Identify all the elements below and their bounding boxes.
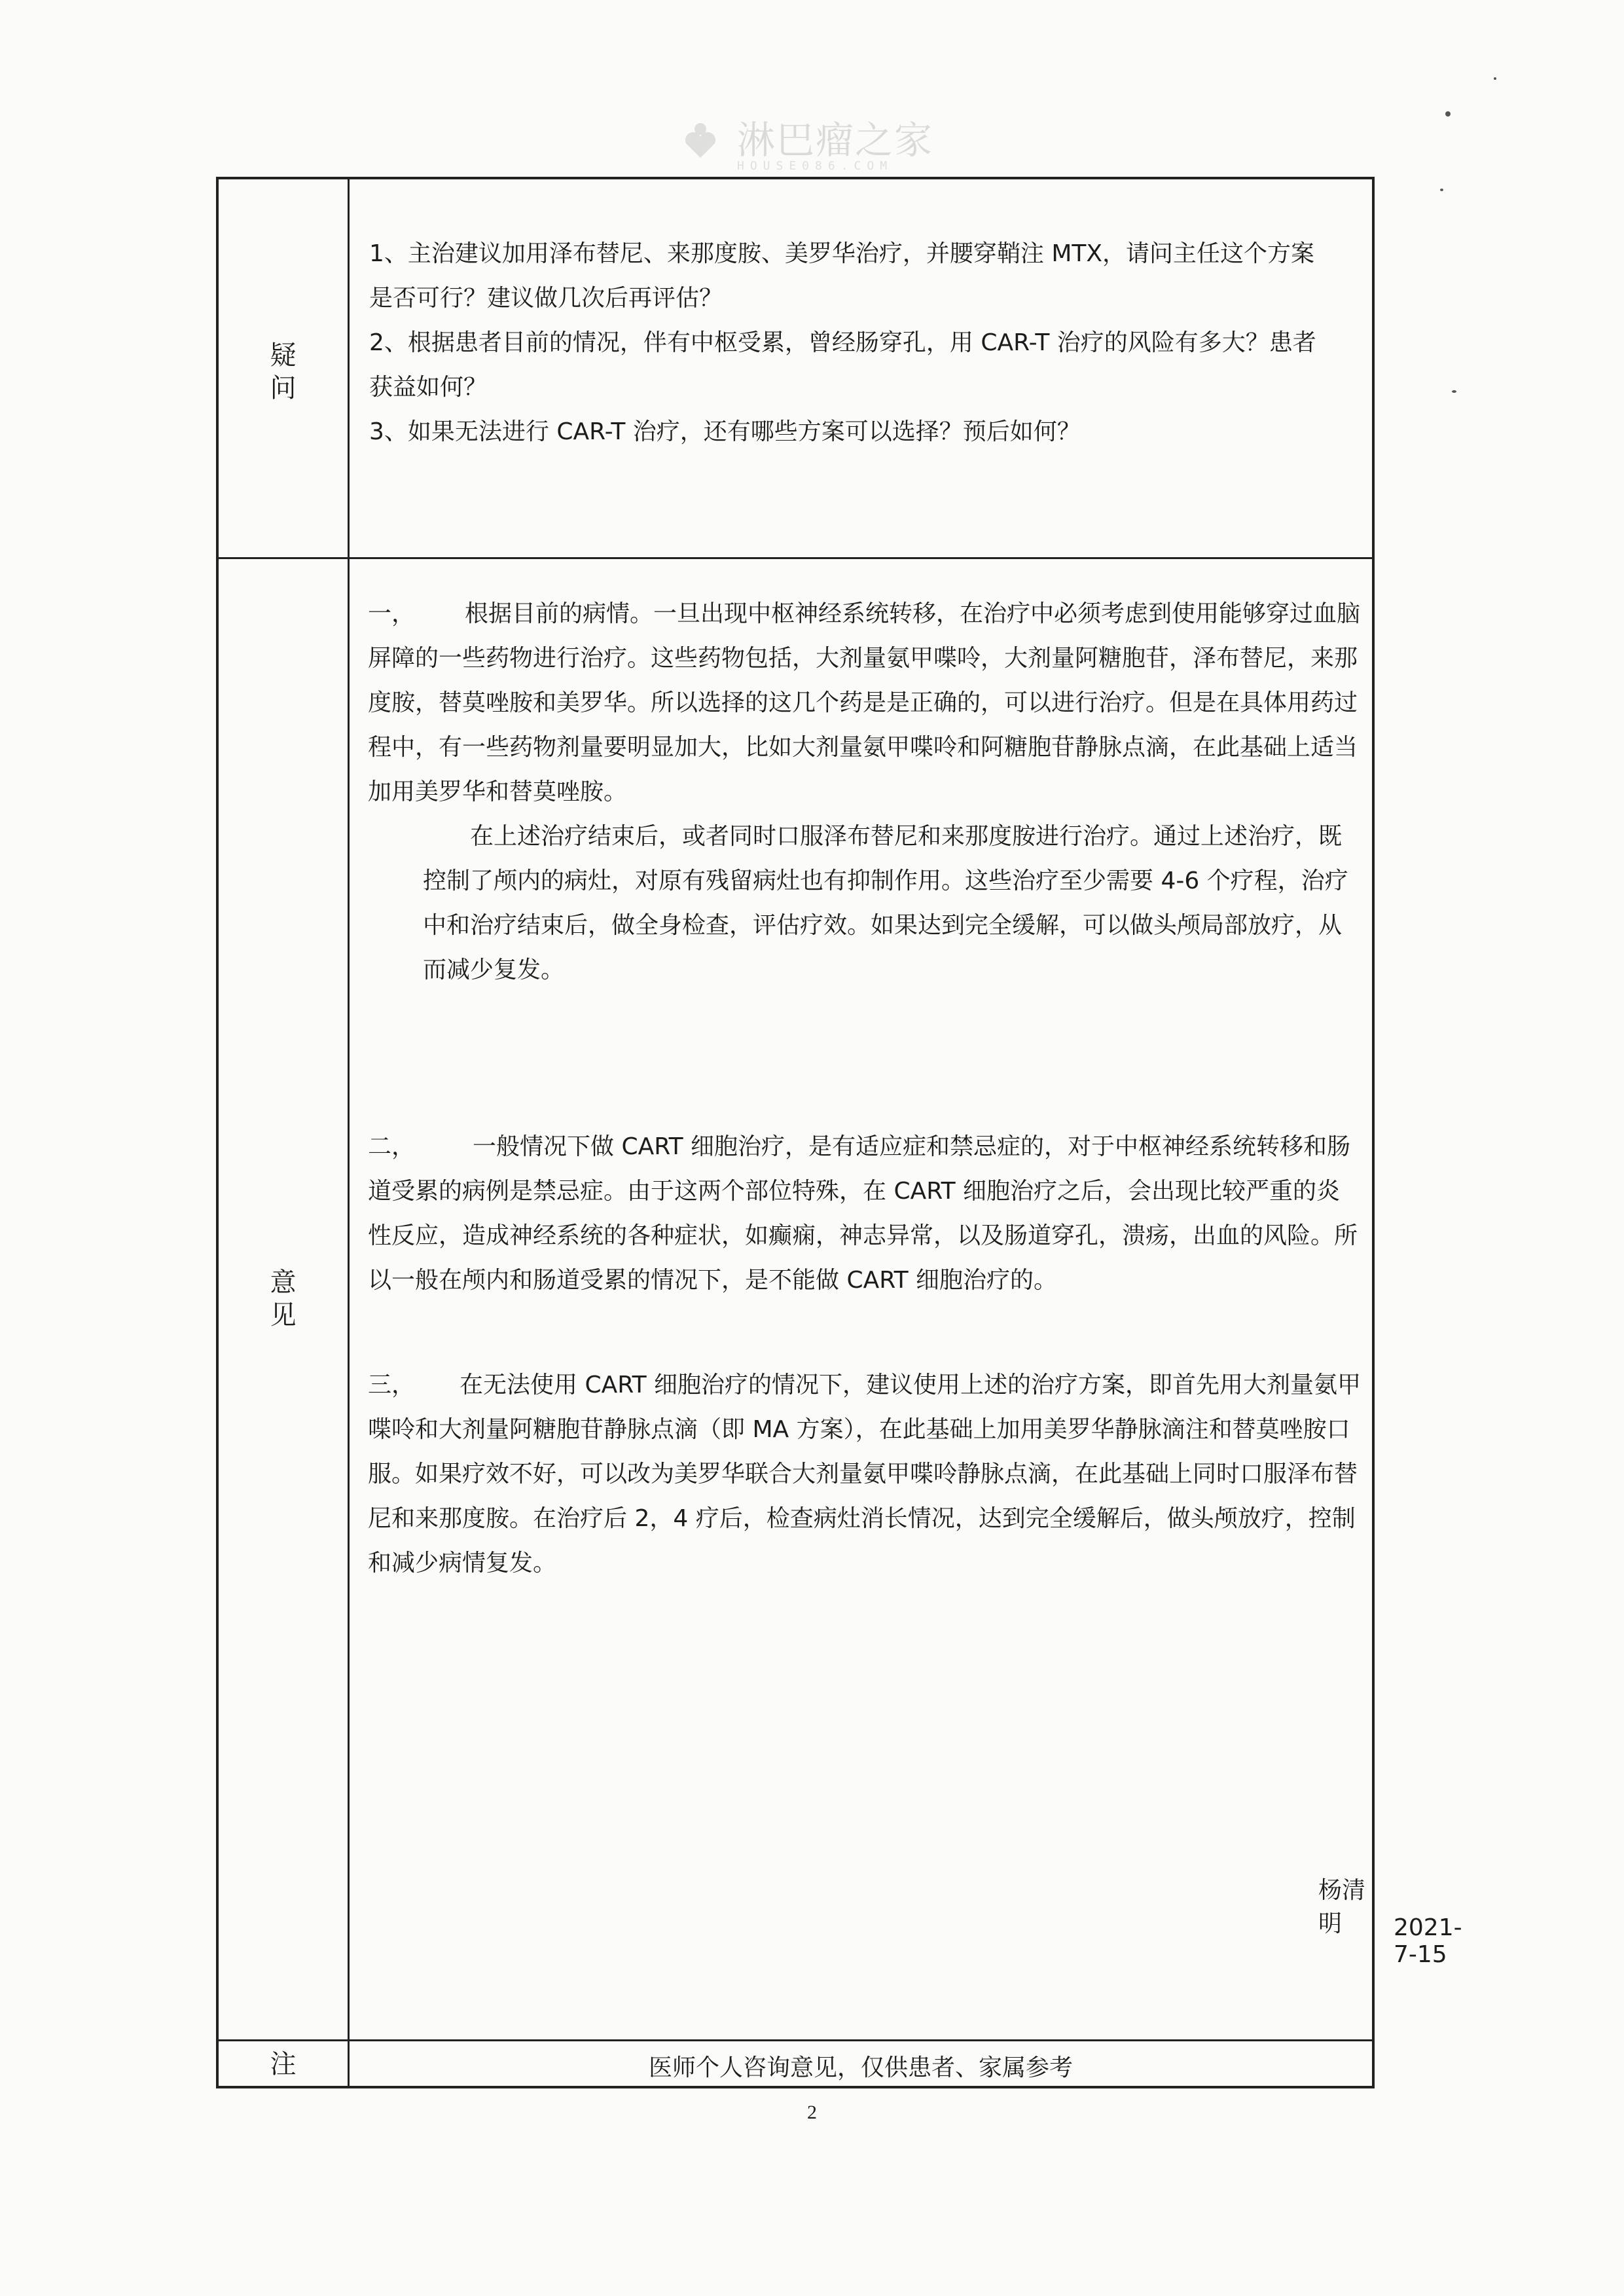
watermark-logo — [681, 108, 956, 180]
scan-speck — [1494, 77, 1496, 80]
watermark-title: 淋巴瘤之家 — [737, 118, 934, 162]
signature-date: 2021-7-15 — [1394, 1914, 1462, 1968]
note-label: 注 — [270, 2049, 297, 2079]
opinion-content — [350, 559, 1462, 2039]
note-content — [350, 2041, 1372, 2088]
opinion-paragraph: 一般情况下做 CART 细胞治疗，是有适应症和禁忌症的，对于中枢神经系统转移和肠道受累的病例是禁忌症。由于这两个部位特殊，在 CART 细胞治疗之后，会出现比较严重的炎性反应，造成神经系统的各种症状，如癫痫，神志异常，以及肠道穿孔，溃疡，出血的风险。所以一般在颅内和肠道受累的情况下，是不能做 CART 细胞治疗的。 — [368, 1133, 1358, 1294]
scan-speck — [1445, 111, 1451, 117]
question-item: 3、如果无法进行 CAR-T 治疗，还有哪些方案可以选择？预后如何？ — [369, 418, 1081, 445]
question-item: 1、主治建议加用泽布替尼、来那度胺、美罗华治疗，并腰穿鞘注 MTX，请问主任这个方案是否可行？建议做几次后再评估？ — [369, 240, 1315, 312]
note-label-cell — [219, 2041, 350, 2088]
section-number: 二， — [368, 1133, 416, 1160]
section-number: 三， — [368, 1372, 416, 1398]
opinion-label: 意 见 — [270, 1267, 297, 1330]
opinion-paragraph: 根据目前的病情。一旦出现中枢神经系统转移，在治疗中必须考虑到使用能够穿过血脑屏障的一些药物进行治疗。这些药物包括，大剂量氨甲喋呤，大剂量阿糖胞苷，泽布替尼，来那度胺，替莫唑胺和美罗华。所以选择的这几个药是是正确的，可以进行治疗。但是在具体用药过程中，有一些药物剂量要明显加大，比如大剂量氨甲喋呤和阿糖胞苷静脉点滴，在此基础上适当加用美罗华和替莫唑胺。 — [368, 600, 1361, 805]
consultation-form-table — [216, 177, 1462, 2088]
section-number: 一， — [368, 600, 416, 627]
page-number: 2 — [807, 2102, 817, 2123]
opinion-label-cell — [219, 559, 350, 2039]
scan-speck — [1452, 390, 1456, 393]
question-list — [369, 232, 1338, 454]
opinion-paragraph: 在上述治疗结束后，或者同时口服泽布替尼和来那度胺进行治疗。通过上述治疗，既控制了颅内的病灶，对原有残留病灶也有抑制作用。这些治疗至少需要 4-6 个疗程，治疗中和治疗结束后，做全身检查，评估疗效。如果达到完全缓解，可以做头颅局部放疗，从而减少复发。 — [423, 823, 1348, 983]
opinion-section-1 — [368, 592, 1363, 993]
opinion-section-2 — [368, 1125, 1363, 1303]
question-row — [219, 179, 1372, 559]
heart-logo-icon — [681, 121, 720, 160]
opinion-section-3 — [368, 1363, 1363, 1586]
question-content — [350, 179, 1372, 557]
opinion-row — [219, 559, 1462, 2041]
question-label: 疑 问 — [270, 340, 297, 403]
signature-name: 杨清明 — [1318, 1877, 1366, 1937]
question-label-cell — [219, 179, 350, 557]
note-text: 医师个人咨询意见，仅供患者、家属参考 — [648, 2054, 1073, 2081]
question-item: 2、根据患者目前的情况，伴有中枢受累，曾经肠穿孔，用 CAR-T 治疗的风险有多大？患者获益如何？ — [369, 329, 1316, 401]
watermark-subtitle: HOUSE086.COM — [737, 159, 893, 173]
note-row — [219, 2041, 1372, 2088]
scan-speck — [1440, 189, 1443, 191]
opinion-paragraph: 在无法使用 CART 细胞治疗的情况下，建议使用上述的治疗方案，即首先用大剂量氨甲喋呤和大剂量阿糖胞苷静脉点滴（即 MA 方案），在此基础上加用美罗华静脉滴注和替莫唑胺口服。如果疗效不好，可以改为美罗华联合大剂量氨甲喋呤静脉点滴，在此基础上同时口服泽布替尼和来那度胺。在治疗后 2，4 疗后，检查病灶消长情况，达到完全缓解后，做头颅放疗，控制和减少病情复发。 — [368, 1372, 1362, 1576]
